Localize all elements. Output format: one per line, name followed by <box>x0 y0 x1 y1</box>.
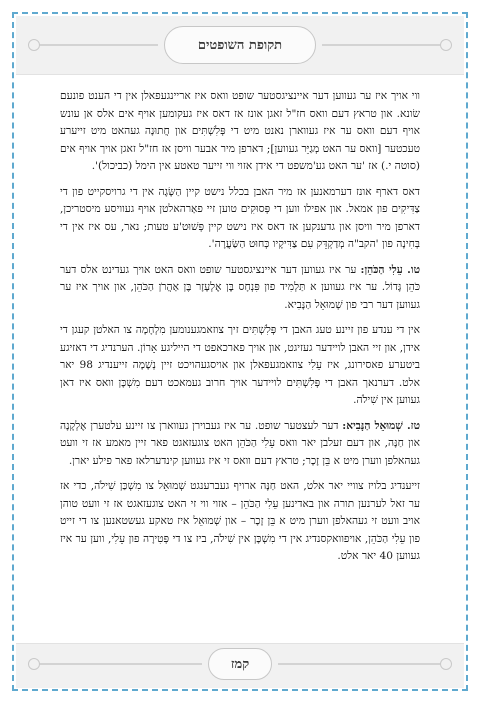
section-heading-shmuel: טז. שְׁמוּאֵל הַנָּבִיא: <box>342 419 420 432</box>
paragraph-text: אין די ענדע פון זיינע טעג האבן די פְּלִשְׁתִּים זיך צוזאמגענומען מִלְחָמָה צו האלטן קעגן די אידן, און זיי האבן לויידער געזיגט, און אויך פארכאפט די הייליגע אָרוֹן. הערנדיג די דאזיגע ביטערע פאסירונג, איז עֵלִי צוזאמגעפאלן און אויסגעהויכט זיין נְשָׁמָה זייענדיג 98 יאר אלט. דערנאך האבן די פְּלִשְׁתִּים לויידער אויך חרוב געמאכט דעם מִשְׁכָּן וואס איז דאן געווען אין שִׁילֹה. <box>60 324 420 406</box>
paragraph-text: זייענדיג בלויז צוויי יאר אלט, האט חַנָּה ארויף געברענגט שְׁמוּאֵל צו מִשְׁכַּן שִׁילֹה, כדי אז ער זאל לערנען תורה און באדינען עֵלִי הַכֹּהֵן – אזוי ווי זי האט צוגעזאגט אז זי וועט טוהן אויב וועט זי געהאלפן ווערן מיט א בֵּן זָכָר – און שְׁמוּאֵל איז טאקע געשטאנען צו די זייט פון עֵלִי הַכֹּהֵן, אויפוואקסנדיג אין די מִשְׁכָּן אין שִׁילֹה, ביז צו די פְּטִירָה פון עֵלִי, ווען ער איז געווען 40 יאר אלט. <box>60 480 420 562</box>
section-heading-eli: טו. עֵלִי הַכֹּהֵן: <box>360 263 420 276</box>
paragraph-text: ער איז געווען דער איינציגסטער שופט וואס האט אויך געדינט אלס דער כֹּהֵן גָּדוֹל. ער איז געווען א תַּלְמִיד פון פִּנְחָס בֶּן אֶלְעָזָר בֶּן אַהֲרֹן הַכֹּהֵן, און אויך איז ער געווען דער רבי פון שְׁמוּאֵל הַנָּבִיא. <box>60 263 420 311</box>
page-border <box>12 12 468 691</box>
paragraph-text: ווי אויך איז ער געווען דער איינציגסטער שופט וואס איז אריינגעפאלן אין די הענט פונעם שׂונא. און טראץ דעם וואס חז"ל זאגן אונז אז דאס איז געקומען אויף אים אלס אן עונש אויף דעם וואס ער איז געווארן נאנט מיט די פְּלִשְׁתִּים און חֲתוּנָה געהאט מיט זייערע טעכטער [וואס ער האט מְגַיֵּר געווען]; דארפן מיר אבער וויסן אז חז"ל זאגן אויך אויף אים (סוטה י.) אז 'ער האט גע'משפט די אידן אזוי ווי זייער טאטע אין הימל (כביכול)'. <box>60 90 420 172</box>
page-number: קמז <box>208 648 272 680</box>
paragraph-text: דער לעצטער שופט. ער איז געבוירן געווארן צו זיינע עלטערן אֶלְקָנָה און חַנָּה, און דעם זעלבן יאר וואס עֵלִי הַכֹּהֵן האט צוגעזאגט פאר זיין מאמע אז זי וועט געהאלפן ווערן מיט א בֵּן זָכָר; טראץ דעם וואס זי איז געווען קינדערלאז פאר פילע יארן. <box>60 419 420 467</box>
running-header: תקופת השופטים <box>164 26 316 64</box>
paragraph-text: דאס דארף אונז דערמאנען אז מיר האבן בכלל נישט קיין הַשָּׂגָה אין די גרויסקייט פון די צַדִּיקִים פון אמאל. און אפילו ווען די פְּסוּקִים טוען זיי פאַרהאלטן אויף געוויסע מיסטריכן, דארפן מיר וויסן און גדענקען אז דאס איז נישט קיין פְּשׁוּט'ע טעות; נאר, עס איז אין די בְּחִינָה פון 'הקב"ה מְדַקְדֵּק עִם צַדִּיקָיו כְּחוּט הַשַּׂעֲרָה'. <box>60 185 420 250</box>
